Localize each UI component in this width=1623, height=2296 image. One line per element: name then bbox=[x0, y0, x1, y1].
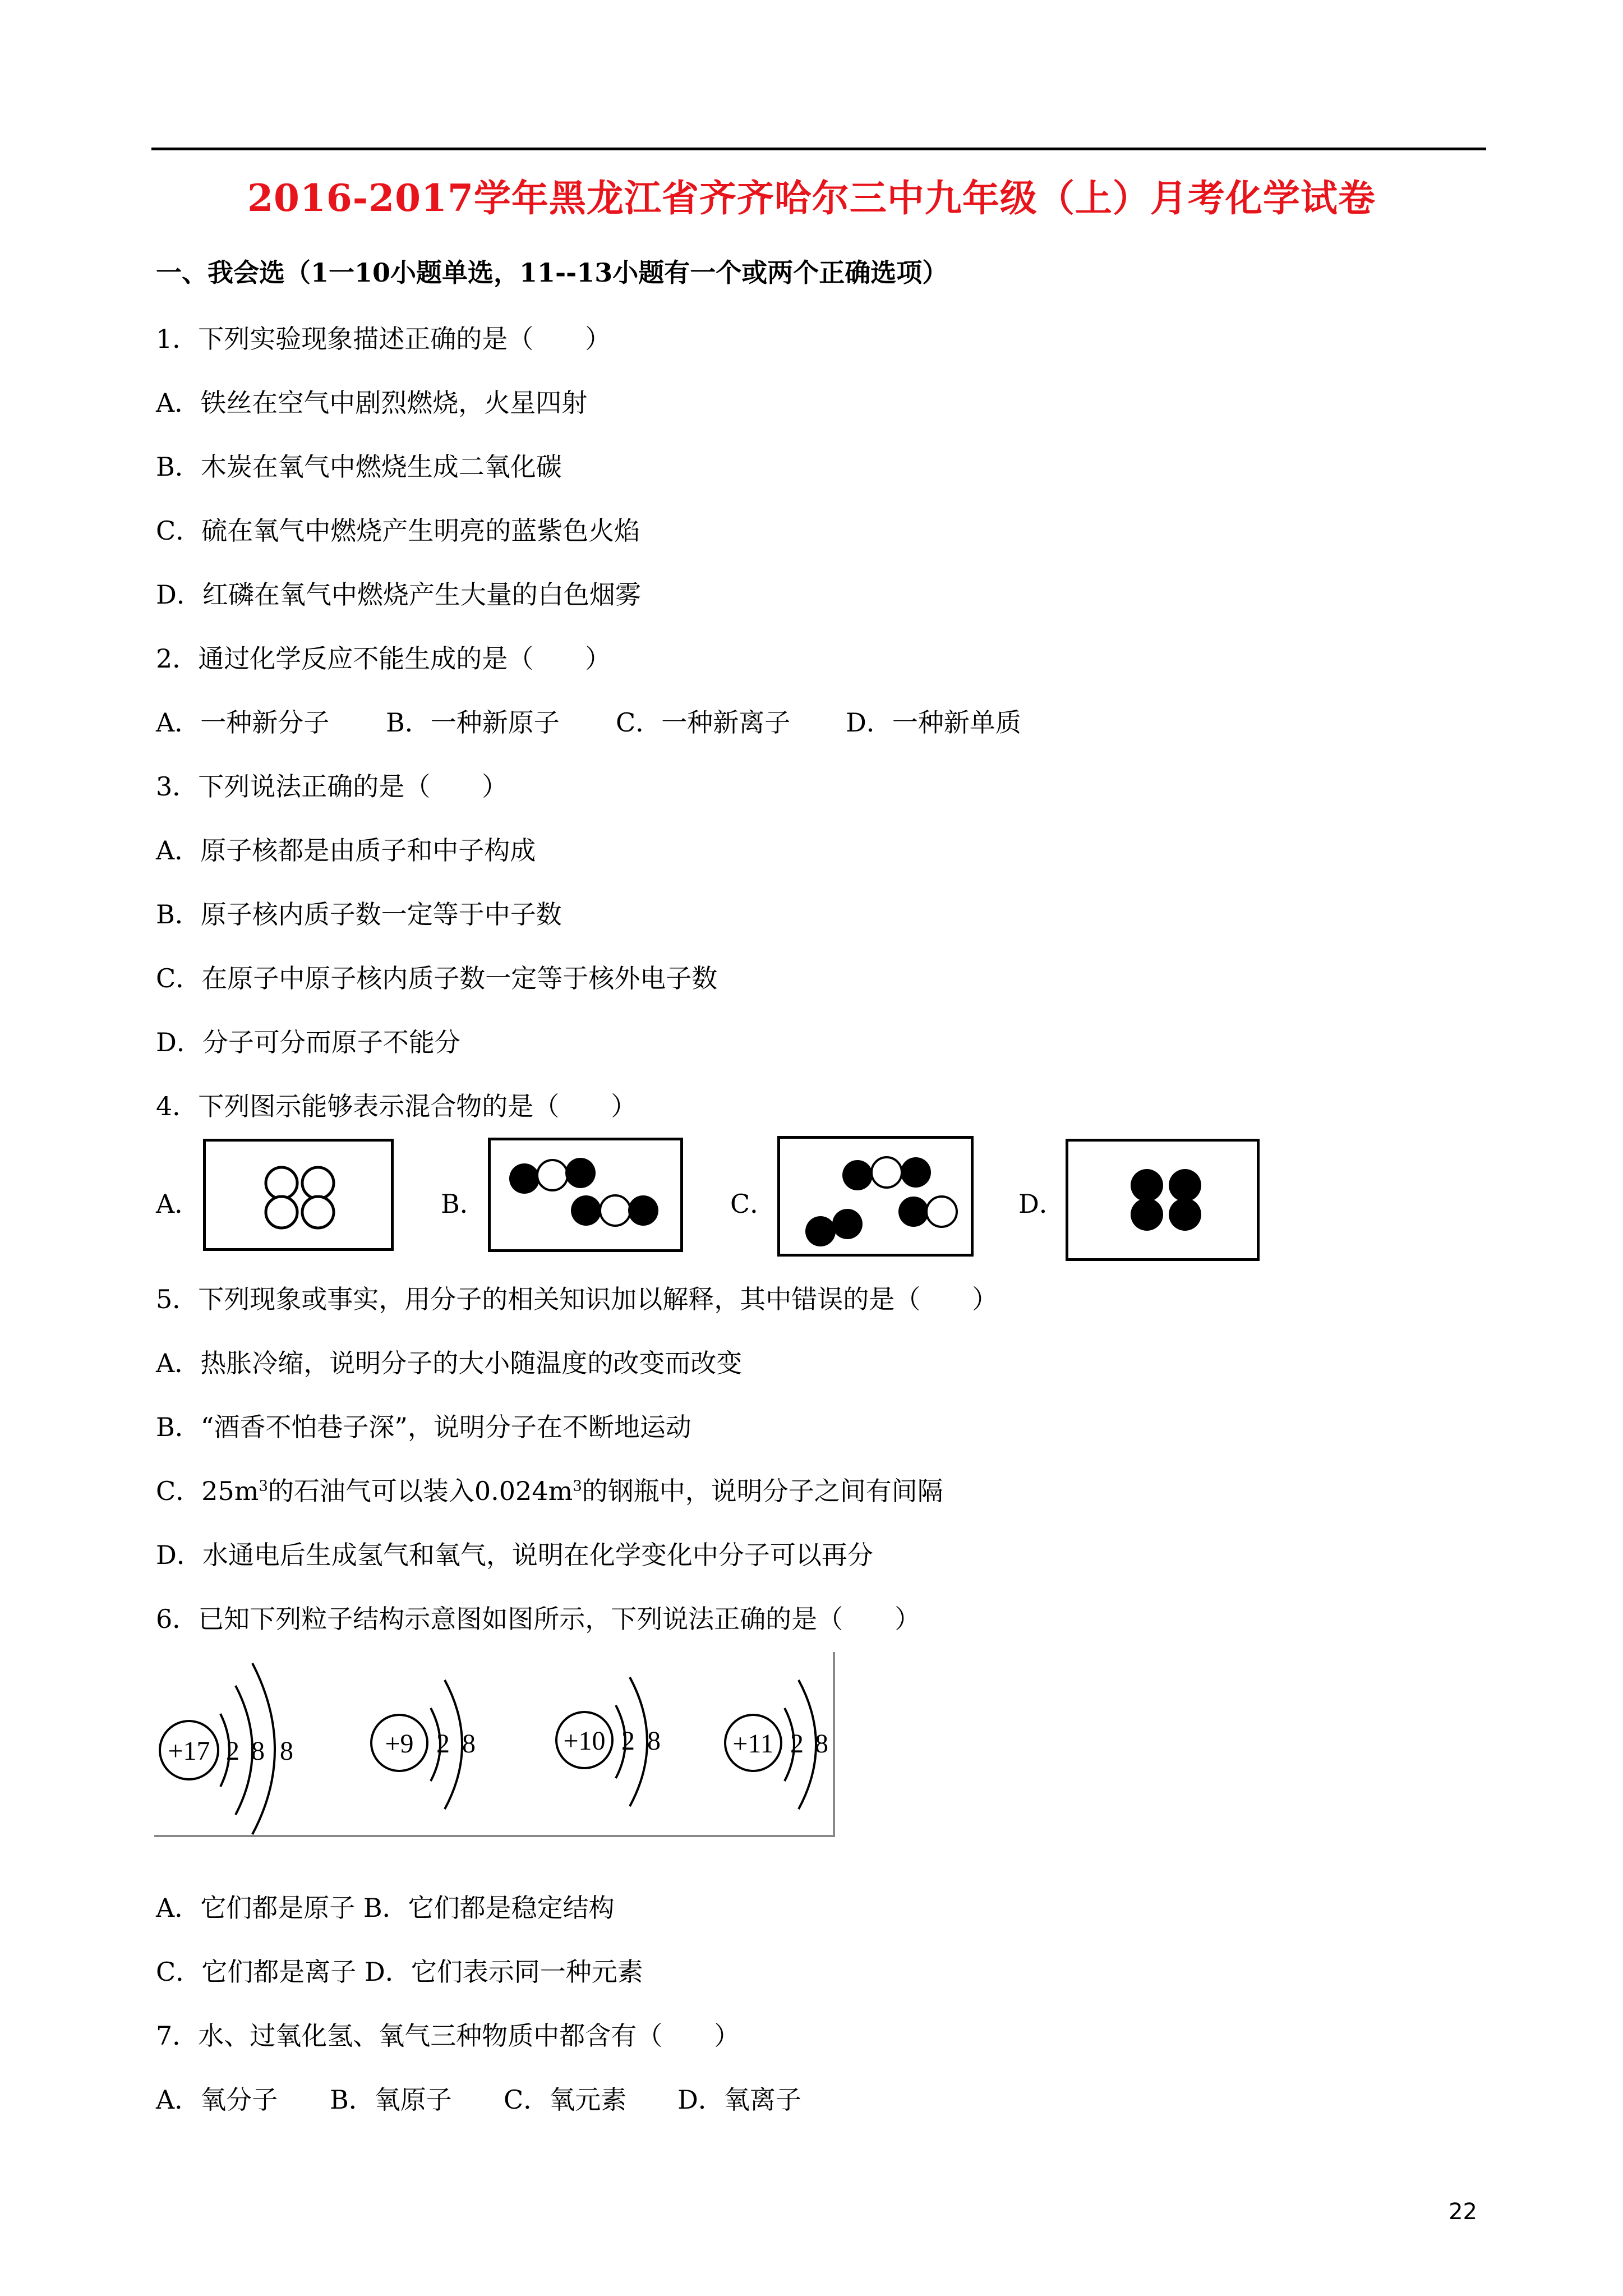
q3-option-b: B．原子核内质子数一定等于中子数 bbox=[156, 899, 562, 930]
shell-count: 2 bbox=[436, 1729, 450, 1759]
q6-stem: 6．已知下列粒子结构示意图如图所示，下列说法正确的是（ ） bbox=[156, 1604, 921, 1634]
q2-option-d: D．一种新单质 bbox=[846, 707, 1021, 738]
shell-count: 2 bbox=[226, 1736, 239, 1766]
page-title: 2016-2017学年黑龙江省齐齐哈尔三中九年级（上）月考化学试卷 bbox=[247, 176, 1376, 220]
white-atom bbox=[872, 1157, 902, 1188]
nucleus-label: +9 bbox=[385, 1729, 414, 1759]
q1-option-c: C．硫在氧气中燃烧产生明亮的蓝紫色火焰 bbox=[156, 516, 640, 546]
q7-options bbox=[156, 2079, 801, 2116]
black-atom bbox=[805, 1216, 836, 1246]
q4-option-a-label: A． bbox=[156, 1189, 201, 1219]
q4-stem: 4．下列图示能够表示混合物的是（ ） bbox=[156, 1091, 637, 1121]
black-atom bbox=[628, 1195, 658, 1226]
white-atom bbox=[302, 1167, 334, 1199]
black-atom bbox=[1169, 1198, 1201, 1231]
q2-option-b: B．一种新原子 bbox=[386, 707, 560, 738]
white-atom bbox=[266, 1167, 297, 1199]
white-atom bbox=[600, 1195, 630, 1226]
black-atom bbox=[832, 1209, 863, 1239]
q4-figure-c-drawing bbox=[780, 1139, 971, 1254]
q2-stem: 2．通过化学反应不能生成的是（ ） bbox=[156, 643, 611, 674]
shell-count: 8 bbox=[462, 1729, 476, 1759]
q3-stem: 3．下列说法正确的是（ ） bbox=[156, 771, 508, 802]
q4-figure-d-drawing bbox=[1068, 1142, 1257, 1258]
q1-option-b: B．木炭在氧气中燃烧生成二氧化碳 bbox=[156, 452, 562, 482]
q1-stem: 1．下列实验现象描述正确的是（ ） bbox=[156, 324, 611, 354]
header-rule bbox=[151, 148, 1486, 150]
q6-options-cd: C．它们都是离子 D．它们表示同一种元素 bbox=[156, 1957, 643, 1987]
black-atom bbox=[1169, 1169, 1201, 1202]
white-atom bbox=[537, 1160, 568, 1190]
black-atom bbox=[898, 1197, 929, 1227]
q2-options bbox=[156, 702, 1021, 739]
q6-structure-diagram bbox=[154, 1652, 836, 1837]
q5-option-c-exponent1: 3 bbox=[259, 1478, 268, 1495]
shell-count: 8 bbox=[251, 1736, 265, 1766]
black-atom bbox=[565, 1158, 596, 1188]
black-atom bbox=[1131, 1169, 1163, 1202]
q3-option-d: D．分子可分而原子不能分 bbox=[156, 1027, 460, 1057]
q2-option-c: C．一种新离子 bbox=[616, 707, 791, 738]
q4-option-c-label: C． bbox=[730, 1189, 776, 1219]
q5-option-d: D．水通电后生成氢气和氧气，说明在化学变化中分子可以再分 bbox=[156, 1540, 873, 1570]
q5-stem: 5．下列现象或事实，用分子的相关知识加以解释，其中错误的是（ ） bbox=[156, 1284, 998, 1314]
white-atom bbox=[302, 1197, 334, 1228]
q5-option-b: B．“酒香不怕巷子深”，说明分子在不断地运动 bbox=[156, 1412, 691, 1442]
shell-count: 2 bbox=[621, 1726, 635, 1756]
q4-option-b-label: B． bbox=[441, 1189, 486, 1219]
q4-figure-b-drawing bbox=[491, 1140, 680, 1249]
q4-figure-d bbox=[1066, 1139, 1260, 1261]
shell-count: 8 bbox=[815, 1729, 828, 1759]
black-atom bbox=[509, 1163, 540, 1194]
page-number: 22 bbox=[1449, 2199, 1477, 2225]
black-atom bbox=[901, 1157, 931, 1188]
q1-option-a: A．铁丝在空气中剧烈燃烧，火星四射 bbox=[156, 388, 588, 418]
q1-option-d: D．红磷在氧气中燃烧产生大量的白色烟雾 bbox=[156, 579, 641, 610]
shell-count: 8 bbox=[647, 1726, 661, 1756]
q6-structure-drawing bbox=[154, 1652, 836, 1837]
q5-option-c bbox=[156, 1471, 943, 1508]
q3-option-c: C．在原子中原子核内质子数一定等于核外电子数 bbox=[156, 963, 718, 993]
white-atom bbox=[266, 1197, 297, 1228]
q7-option-a: A．氧分子 bbox=[156, 2085, 278, 2115]
q7-option-d: D．氧离子 bbox=[677, 2085, 801, 2115]
q4-figure-c bbox=[777, 1136, 974, 1257]
black-atom bbox=[571, 1195, 601, 1226]
q5-option-c-exponent2: 3 bbox=[573, 1478, 582, 1495]
section-heading: 一、我会选（1一10小题单选，11--13小题有一个或两个正确选项） bbox=[156, 257, 948, 288]
white-atom bbox=[926, 1197, 957, 1227]
shell-count: 8 bbox=[280, 1736, 293, 1766]
q4-figure-a bbox=[203, 1139, 394, 1251]
q7-option-b: B．氧原子 bbox=[330, 2085, 452, 2115]
q5-option-c-part1: C．25m bbox=[156, 1476, 259, 1506]
nucleus-label: +10 bbox=[563, 1726, 606, 1756]
q7-stem: 7．水、过氧化氢、氧气三种物质中都含有（ ） bbox=[156, 2021, 740, 2051]
q2-option-a: A．一种新分子 bbox=[156, 707, 330, 738]
q4-option-d-label: D． bbox=[1018, 1189, 1065, 1219]
black-atom bbox=[1131, 1198, 1163, 1231]
q4-figure-b bbox=[488, 1138, 683, 1252]
q6-options-ab: A．它们都是原子 B．它们都是稳定结构 bbox=[156, 1893, 615, 1923]
q7-option-c: C．氧元素 bbox=[504, 2085, 627, 2115]
black-atom bbox=[842, 1160, 873, 1190]
shell-count: 2 bbox=[790, 1729, 804, 1759]
q3-option-a: A．原子核都是由质子和中子构成 bbox=[156, 835, 536, 866]
q5-option-c-part3: 的钢瓶中，说明分子之间有间隔 bbox=[582, 1476, 943, 1506]
nucleus-label: +17 bbox=[168, 1736, 210, 1766]
q5-option-a: A．热胀冷缩，说明分子的大小随温度的改变而改变 bbox=[156, 1348, 743, 1378]
nucleus-label: +11 bbox=[732, 1729, 774, 1759]
q5-option-c-part2: 的石油气可以装入0.024m bbox=[268, 1476, 573, 1506]
q4-figure-a-drawing bbox=[206, 1142, 391, 1248]
